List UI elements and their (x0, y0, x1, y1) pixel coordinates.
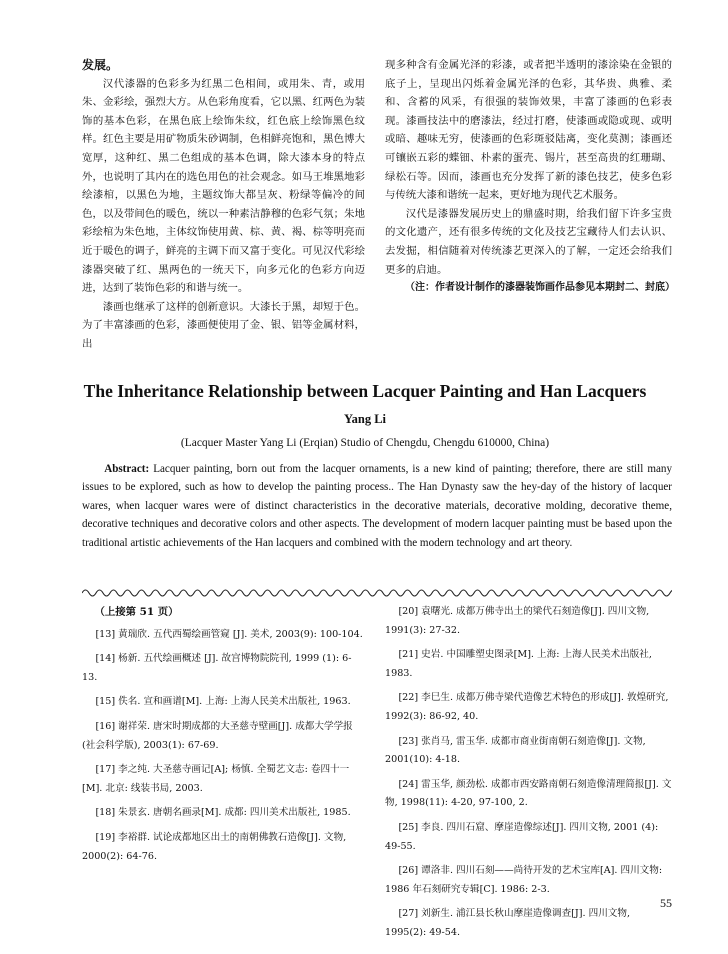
reference-item: [20] 袁曙光. 成都万佛寺出土的梁代石刻造像[J]. 四川文物, 1991(3): 27-32. (385, 606, 650, 636)
reference-item: [16] 谢祥荣. 唐宋时期成都的大圣慈寺壁画[J]. 成都大学学报(社会科学版), 2003(1): 67-69. (82, 720, 353, 751)
reference-item: [19] 李裕群. 试论成都地区出土的南朝佛教石造像[J]. 文物, 2000(2): 64-76. (82, 831, 347, 862)
reference-item: [25] 李良. 四川石窟、摩崖造像综述[J]. 四川文物, 2001 (4): 49-55. (385, 821, 659, 852)
references-left (82, 603, 365, 872)
english-abstract (82, 460, 672, 552)
reference-item: [17] 李之纯. 大圣慈寺画记[A]; 杨慎. 全蜀艺文志: 卷四十一[M]. 北京: 线装书局, 2003. (82, 764, 350, 794)
reference-item: [23] 张肖马, 雷玉华. 成都市商业街南朝石刻造像[J]. 文物, 2001(10): 4-18. (385, 735, 646, 766)
page-number: 55 (660, 896, 672, 910)
reference-item: [13] 黄瑞欣. 五代西蜀绘画管窥 [J]. 美术, 2003(9): 100-104. (95, 628, 363, 640)
body-paragraph: 现多种含有金属光泽的彩漆，或者把半透明的漆涂染在金银的底子上，呈现出闪烁着金属光泽的色彩，其华贵、典雅、柔和、含蓄的风采，有很强的装饰效果，丰富了漆画的色彩表现。漆画技法中的磨漆法，经过打磨，使漆画或隐或现、或明或暗、趣味无穷，使漆画的色彩斑驳陆离，变化莫测；漆画还可镶嵌五彩的蝶钿、朴素的蛋壳、锡片，甚至高贵的红珊瑚、绿松石等。因而，漆画也充分发挥了新的漆色技艺，使多色彩与传统大漆和谐统一起来，更好地为现代艺术服务。 (385, 59, 672, 202)
reference-item: [18] 朱景玄. 唐朝名画录[M]. 成都: 四川美术出版社, 1985. (95, 807, 351, 819)
abstract-label: Abstract: (104, 463, 150, 475)
abstract-text: Lacquer painting, born out from the lacquer ornaments, is a new kind of painting; therefore, there are still many issues to be explored, such as how to develop the painting process.. The Han Dynasty saw the hey-day of the history of lacquer wares, when lacquer wares were of distinct characteristics in the decorative materials, decorative molding, decorative theme, decorative techniques and decorative colors and other aspects. The development of modern lacquer painting must be based upon the traditional artistic achievements of the Han lacquers and combined with the modern technology and art theory. (82, 463, 672, 549)
reference-item: [26] 谭洛非. 四川石刻——尚待开发的艺术宝库[A]. 四川文物: 1986 年石刻研究专辑[C]. 1986: 2-3. (385, 865, 663, 895)
english-affiliation: (Lacquer Master Yang Li (Erqian) Studio of Chengdu, Chengdu 610000, China) (180, 437, 550, 449)
reference-item: [27] 刘新生. 浦江县长秋山摩崖造像调查[J]. 四川文物, 1995(2): 49-54. (385, 908, 631, 938)
reference-item: [14] 杨新. 五代绘画概述 [J]. 故宫博物院院刊, 1999 (1): 6-13. (82, 653, 352, 683)
body-column-right (385, 56, 675, 298)
english-author: Yang Li (343, 412, 387, 426)
body-paragraph: 漆画也继承了这样的创新意识。大漆长于黑，却短于色。为了丰富漆画的色彩，漆画便使用了金、银、铝等金属材料，出 (82, 300, 365, 350)
references-right (385, 603, 672, 949)
english-title: The Inheritance Relationship between Lacquer Painting and Han Lacquers (83, 381, 647, 401)
reference-item: [24] 雷玉华, 颜劲松. 成都市西安路南朝石刻造像清理简报[J]. 文物, 1998(11): 4-20, 97-100, 2. (385, 778, 672, 809)
reference-item: [21] 史岩. 中国雕塑史图录[M]. 上海: 上海人民美术出版社, 1983. (385, 649, 652, 679)
body-column-left (82, 56, 365, 354)
reference-item: [22] 李巳生. 成都万佛寺梁代造像艺术特色的形成[J]. 敦煌研究, 1992(3): 86-92, 40. (385, 692, 669, 722)
continued-label: （上接第 51 页） (94, 606, 179, 618)
body-paragraph: 汉代是漆器发展历史上的鼎盛时期，给我们留下许多宝贵的文化遗产，还有很多传统的文化及技艺宝藏待人们去认识、去发掘，相信随着对传统漆艺更深入的了解，一定还会给我们更多的启迪。 (385, 207, 672, 276)
body-paragraph: 汉代漆器的色彩多为红黑二色相间，或用朱、青，或用朱、金彩绘，强烈大方。从色彩角度看，它以黑、红两色为装饰的基本色彩，在黑色底上绘饰朱纹，红色底上绘饰黑色纹样。红色主要是用矿物质朱砂调制，色相鲜亮饱和，黑色博大宽厚，这种红、黑二色组成的基本色调，除大漆本身的特点外，也说明了其内在的选色用色的社会观念。如马王堆黑地彩绘漆棺，以黑色为地，主题纹饰大都呈灰、粉绿等偏冷的间色，以及带间色的暖色，统以一种素洁静穆的色彩气氛；朱地彩绘棺为朱色地，主体纹饰使用黄、棕、黄、褐、棕等明亮而近于暖色的调子，鲜亮的主调下而又富于变化。可见汉代彩绘漆器突破了红、黑两色的一统天下，向多元化的色彩方向迈进，达到了装饰色彩的和谐与统一。 (82, 77, 365, 295)
author-note: （注：作者设计制作的漆器装饰画作品参见本期封二、封底） (405, 282, 675, 294)
reference-item: [15] 佚名. 宣和画谱[M]. 上海: 上海人民美术出版社, 1963. (95, 696, 351, 708)
wavy-divider (82, 586, 672, 600)
section-heading: 发展。 (82, 58, 119, 72)
